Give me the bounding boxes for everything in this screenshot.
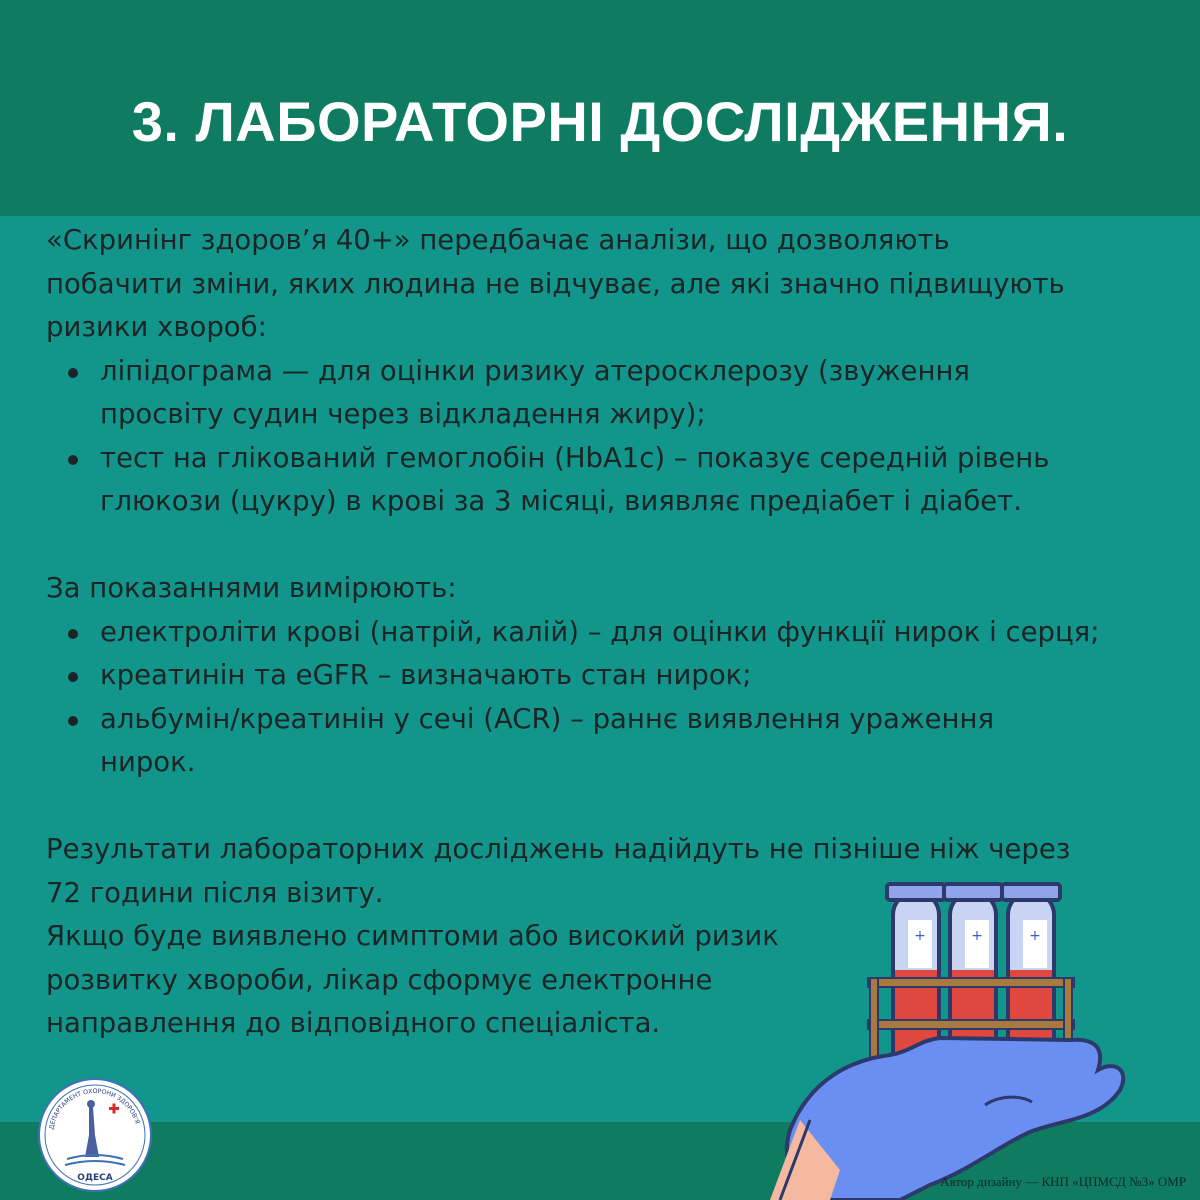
intro-line: ризики хвороб:	[46, 311, 267, 343]
list-item-line: ліпідограма — для оцінки ризику атеросклерозу (звуження	[100, 354, 970, 387]
results-line: направлення до відповідного спеціаліста.	[46, 1007, 661, 1039]
list-item-line: електроліти крові (натрій, калій) – для оцінки функції нирок і серця;	[100, 615, 1100, 648]
indications-heading: За показаннями вимірюють:	[46, 572, 457, 604]
list-item	[46, 654, 1176, 698]
list-item-line: тест на глікований гемоглобін (HbA1c) – показує середній рівень	[100, 441, 1050, 474]
bullet-icon	[68, 716, 78, 726]
svg-text:+: +	[1029, 928, 1041, 944]
main-tests-list	[46, 350, 1176, 524]
results-line: 72 години після візиту.	[46, 876, 384, 909]
list-item	[46, 437, 1176, 524]
indications-list	[46, 611, 1176, 785]
logo-ring-text: ДЕПАРТАМЕНТ ОХОРОНИ ЗДОРОВ'Я	[48, 1087, 141, 1131]
results-line: Якщо буде виявлено симптоми або високий ризик	[46, 920, 779, 952]
health-department-logo	[37, 1077, 153, 1193]
list-item-line: нирок.	[100, 746, 196, 778]
list-item-line: альбумін/креатинін у сечі (ACR) – раннє виявлення ураження	[100, 702, 995, 735]
bullet-icon	[68, 629, 78, 639]
test-tubes-in-gloved-hand-illustration	[770, 870, 1190, 1200]
page-title: 3. ЛАБОРАТОРНІ ДОСЛІДЖЕННЯ.	[131, 90, 1069, 153]
results-line: Результати лабораторних досліджень надійдуть не пізніше ніж через	[46, 833, 1071, 865]
results-line: розвитку хвороби, лікар сформує електронне	[46, 963, 713, 996]
list-item-line: просвіту судин через відкладення жиру);	[100, 398, 706, 430]
list-item	[46, 350, 1176, 437]
bullet-icon	[68, 368, 78, 378]
list-item	[46, 698, 1176, 785]
svg-text:+: +	[914, 928, 926, 944]
svg-text:+: +	[971, 928, 983, 944]
intro-line: побачити зміни, яких людина не відчуває, але які значно підвищують	[46, 267, 1065, 300]
spacer	[46, 785, 1176, 829]
list-item-line: глюкози (цукру) в крові за 3 місяці, виявляє предіабет і діабет.	[100, 485, 1022, 517]
list-item-line: креатинін та eGFR – визначають стан нирок;	[100, 659, 752, 691]
bullet-icon	[68, 672, 78, 682]
list-item	[46, 611, 1176, 655]
intro-line: «Скринінг здоров’я 40+» передбачає аналізи, що дозволяють	[46, 224, 950, 256]
spacer	[46, 524, 1176, 568]
logo-city: ОДЕСА	[77, 1173, 113, 1183]
bullet-icon	[68, 455, 78, 465]
design-credit: Автор дизайну — КНП «ЦПМСД №3» ОМР	[940, 1174, 1186, 1189]
